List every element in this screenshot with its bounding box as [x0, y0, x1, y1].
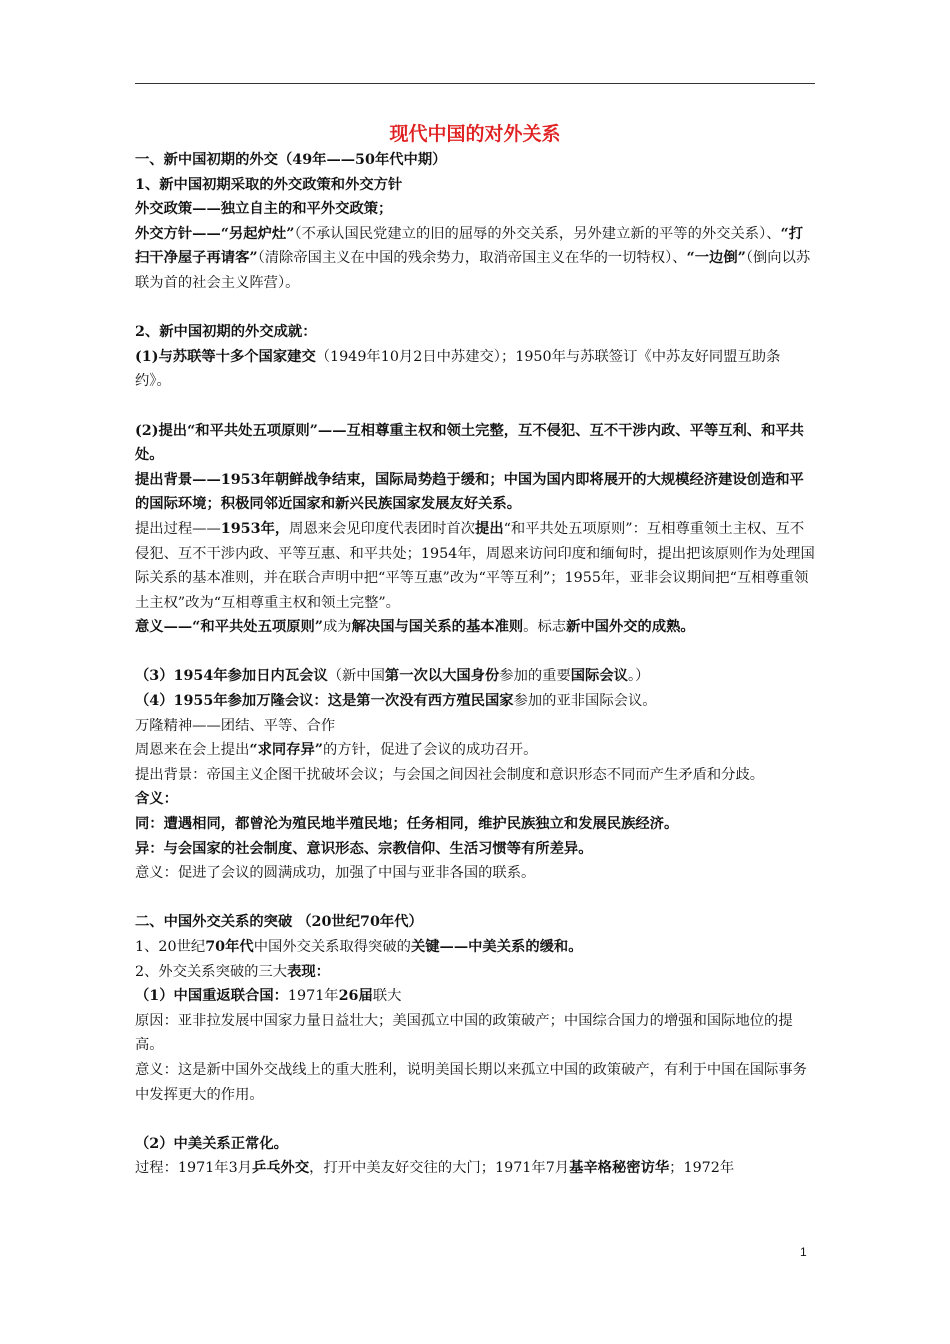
subsection-1-1-heading: 1、新中国初期采取的外交政策和外交方针 [135, 176, 403, 193]
section-2-heading: 二、中国外交关系的突破 （20世纪70年代） [135, 914, 423, 931]
un-meaning: 意义：这是新中国外交战线上的重大胜利，说明美国长期以来孤立中国的政策破产，有利于中国在国际事务中发挥更大的作用。 [135, 1061, 807, 1103]
key-line: 1、20世纪70年代中国外交关系取得突破的关键——中美关系的缓和。 [135, 939, 583, 955]
geneva-line: （3）1954年参加日内瓦会议（新中国第一次以大国身份参加的重要国际会议。） [135, 668, 650, 685]
document-body [135, 120, 815, 1181]
page-number: 1 [800, 1245, 807, 1259]
un-line: （1）中国重返联合国：1971年26届联大 [135, 988, 402, 1005]
bandung-line: （4）1955年参加万隆会议：这是第一次没有西方殖民国家参加的亚非国际会议。 [135, 693, 657, 710]
bandung-meaning: 意义：促进了会议的圆满成功，加强了中国与亚非各国的联系。 [135, 865, 536, 882]
meaning-label: 含义： [135, 791, 178, 808]
foreign-policy-line: 外交政策——独立自主的和平外交政策； [135, 201, 393, 218]
foreign-principles-paragraph: 外交方针——“另起炉灶”（不承认国民党建立的旧的屈辱的外交关系，另外建立新的平等的外交关系）、“打扫干净屋子再请客”（清除帝国主义在中国的残余势力，取消帝国主义在华的一切特权）、“一边倒”（倒向以苏联为首的社会主义阵营）。 [135, 225, 811, 291]
three-manifestations-line: 2、外交关系突破的三大表现： [135, 963, 330, 980]
section-1-heading: 一、新中国初期的外交（49年——50年代中期） [135, 152, 447, 168]
tong-line: 同：遭遇相同，都曾沦为殖民地半殖民地；任务相同，维护民族独立和发展民族经济。 [135, 816, 679, 833]
us-normalization-heading: （2）中美关系正常化。 [135, 1135, 288, 1152]
achievement-1: (1)与苏联等十多个国家建交（1949年10月2日中苏建交）；1950年与苏联签订《中苏友好同盟互助条约》。 [135, 348, 781, 390]
page-title: 现代中国的对外关系 [389, 123, 561, 145]
meaning-paragraph: 意义——“和平共处五项原则”成为解决国与国关系的基本准则。标志新中国外交的成熟。 [135, 619, 695, 636]
zhou-line: 周恩来在会上提出“求同存异”的方针，促进了会议的成功召开。 [135, 742, 538, 759]
un-reason: 原因：亚非拉发展中国家力量日益壮大；美国孤立中国的政策破产；中国综合国力的增强和国际地位的提高。 [135, 1012, 793, 1054]
us-process-line: 过程：1971年3月乒乓外交，打开中美友好交往的大门；1971年7月基辛格秘密访华；1972年 [135, 1160, 735, 1177]
bandung-background: 提出背景：帝国主义企图干扰破坏会议；与会国之间因社会制度和意识形态不同而产生矛盾和分歧。 [135, 766, 765, 783]
yi-line: 异：与会国家的社会制度、意识形态、宗教信仰、生活习惯等有所差异。 [135, 840, 593, 857]
achievement-2: (2)提出“和平共处五项原则”——互相尊重主权和领土完整，互不侵犯、互不干涉内政、平等互利、和平共处。 [135, 422, 804, 464]
background-paragraph: 提出背景——1953年朝鲜战争结束，国际局势趋于缓和；中国为国内即将展开的大规模经济建设创造和平的国际环境；积极同邻近国家和新兴民族国家发展友好关系。 [135, 471, 804, 513]
bandung-spirit-line: 万隆精神——团结、平等、合作 [135, 717, 336, 734]
subsection-1-2-heading: 2、新中国初期的外交成就： [135, 324, 317, 341]
header-rule [135, 83, 815, 84]
process-paragraph: 提出过程——1953年，周恩来会见印度代表团时首次提出“和平共处五项原则”：互相尊重领土主权、互不侵犯、互不干涉内政、平等互惠、和平共处；1954年，周恩来访问印度和缅甸时，提出把该原则作为处理国际关系的基本准则，并在联合声明中把“平等互惠”改为“平等互利”；1955年，亚非会议期间把“互相尊重领土主权”改为“互相尊重主权和领土完整”。 [135, 520, 815, 611]
